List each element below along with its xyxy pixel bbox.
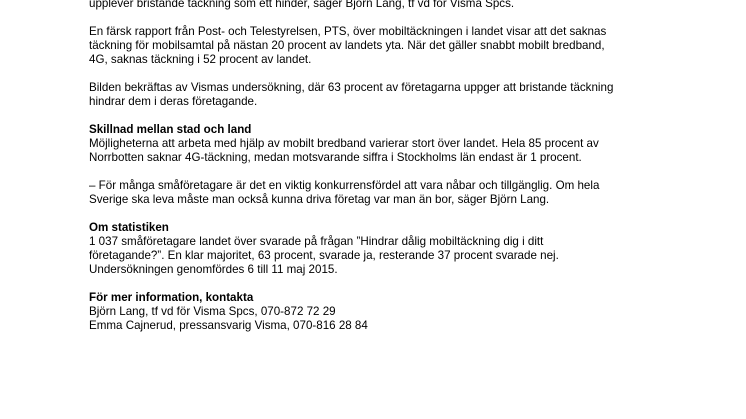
section-heading-statistics: Om statistiken	[89, 221, 169, 234]
paragraph-pts-report: En färsk rapport från Post- och Telestyrelsen, PTS, över mobiltäckningen i landet visar att det saknas täckning för mobilsamtal på nästan 20 procent av landets yta. När det gäller snabbt mobilt bredband, 4G, saknas täckning i 52 procent av landet.	[89, 25, 607, 66]
section-heading-contact: För mer information, kontakta	[89, 291, 254, 304]
paragraph-statistics: 1 037 småföretagare landet över svarade på frågan ”Hindrar dålig mobiltäckning dig i ditt företagande?”. En klar majoritet, 63 procent, svarade ja, resterande 37 procent svarade nej. Undersökningen genomfördes 6 till 11 maj 2015.	[89, 235, 559, 276]
section-contact	[89, 291, 689, 333]
paragraph-quote: – För många småföretagare är det en viktig konkurrensfördel att vara nåbar och tillgänglig. Om hela Sverige ska leva måste man också kunna driva företag var man än bor, säger Björn Lang.	[89, 179, 600, 206]
section-heading-city-vs-country: Skillnad mellan stad och land	[89, 123, 252, 136]
contact-line: Emma Cajnerud, pressansvarig Visma, 070-816 28 84	[89, 319, 368, 332]
paragraph-visma-survey: Bilden bekräftas av Vismas undersökning, där 63 procent av företagarna uppger att bristande täckning hindrar dem i deras företagande.	[89, 81, 614, 108]
document-page	[89, 0, 689, 347]
paragraph-city-vs-country: Möjligheterna att arbeta med hjälp av mobilt bredband varierar stort över landet. Hela 85 procent av Norrbotten saknar 4G-täckning, medan motsvarande siffra i Stockholms län endast är 1 procent.	[89, 137, 599, 164]
paragraph-intro-end: upplever bristande täckning som ett hinder, säger Björn Lang, tf vd för Visma Spcs.	[89, 0, 515, 10]
contact-line: Björn Lang, tf vd för Visma Spcs, 070-872 72 29	[89, 305, 336, 318]
section-city-vs-country	[89, 123, 689, 165]
section-statistics	[89, 221, 689, 277]
